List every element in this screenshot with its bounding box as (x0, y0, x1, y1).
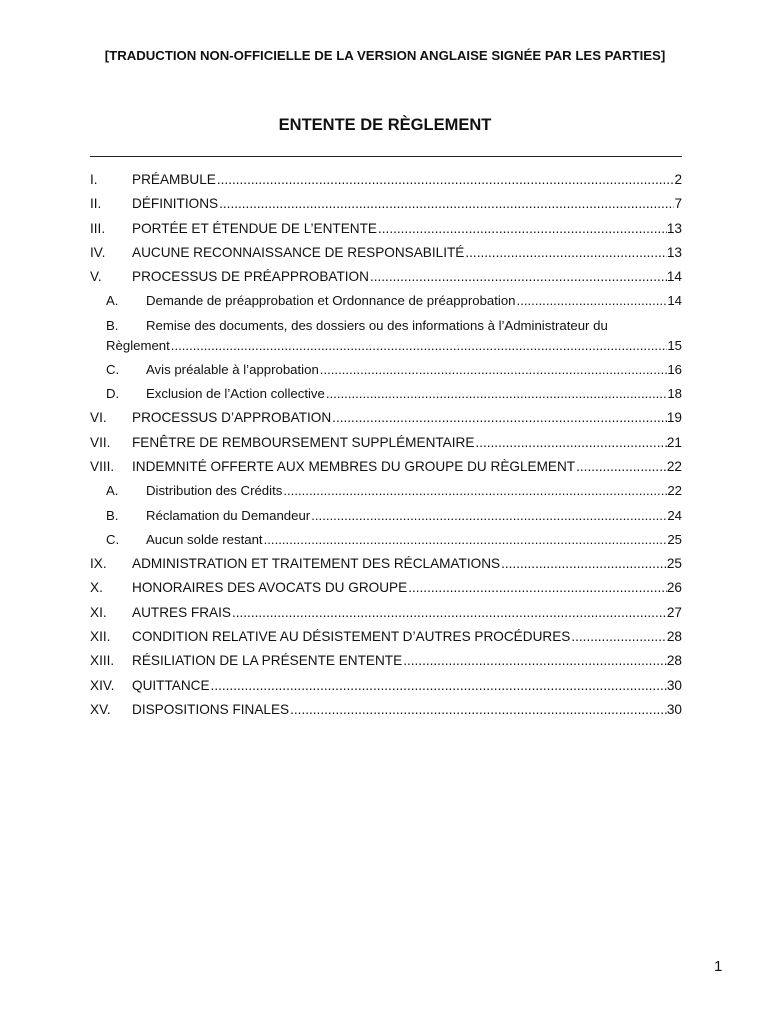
toc-number: C. (106, 361, 120, 377)
toc-number: XIV. (90, 677, 115, 693)
toc-text: CONDITION RELATIVE AU DÉSISTEMENT D’AUTRES PROCÉDURES (132, 629, 571, 645)
toc-page: 15 (667, 337, 682, 353)
toc-entry (90, 580, 682, 604)
toc-number: A. (106, 483, 119, 499)
toc-entry (90, 629, 682, 653)
toc-page: 13 (666, 220, 682, 236)
toc-entry (90, 653, 682, 677)
toc-text: INDEMNITÉ OFFERTE AUX MEMBRES DU GROUPE DU RÈGLEMENT (132, 458, 576, 474)
toc-page: 19 (666, 410, 682, 426)
toc-entry (90, 410, 682, 434)
toc-text: PORTÉE ET ÉTENDUE DE L’ENTENTE (132, 220, 377, 236)
toc-text: PROCESSUS D’APPROBATION (132, 410, 332, 426)
page-number: 1 (714, 958, 723, 975)
toc-number: X. (90, 580, 103, 596)
toc-leader (216, 172, 675, 187)
toc-page: 18 (667, 386, 682, 402)
toc-page: 7 (674, 196, 682, 212)
toc-text: ADMINISTRATION ET TRAITEMENT DES RÉCLAMATIONS (132, 556, 501, 572)
title-divider (90, 156, 682, 157)
toc-leader (500, 556, 667, 571)
toc-leader (289, 702, 667, 717)
toc-text: Aucun solde restant (146, 531, 263, 547)
toc-entry (90, 435, 682, 459)
toc-number: B. (106, 507, 119, 523)
toc-text: PROCESSUS DE PRÉAPPROBATION (132, 269, 369, 285)
toc-page: 21 (666, 434, 682, 450)
toc-number: III. (90, 220, 106, 236)
toc-leader (474, 435, 666, 450)
toc-leader (570, 629, 667, 644)
toc-page: 26 (666, 580, 682, 596)
toc-number: V. (90, 269, 102, 285)
toc-entry (90, 245, 682, 269)
toc-text: Exclusion de l’Action collective (146, 386, 325, 402)
toc-leader (319, 362, 668, 377)
toc-page: 28 (666, 653, 682, 669)
toc-page: 22 (666, 458, 682, 474)
toc-entry (90, 172, 682, 196)
toc-entry (90, 556, 682, 580)
toc-text: DISPOSITIONS FINALES (132, 701, 290, 717)
toc-number: XII. (90, 629, 111, 645)
toc-entry (90, 221, 682, 245)
toc-number: IV. (90, 244, 106, 260)
toc-text: Demande de préapprobation et Ordonnance de préapprobation (146, 293, 516, 309)
toc-text: Réclamation du Demandeur (146, 507, 311, 523)
toc-text: DÉFINITIONS (132, 196, 219, 212)
toc-number: XIII. (90, 653, 115, 669)
toc-page: 14 (666, 269, 682, 285)
toc-page: 27 (666, 604, 682, 620)
toc-text: AUCUNE RECONNAISSANCE DE RESPONSABILITÉ (132, 244, 465, 260)
toc-page: 25 (667, 531, 682, 547)
toc-page: 30 (666, 701, 682, 717)
toc-leader (516, 293, 668, 308)
toc-leader (325, 386, 667, 401)
toc-number: VII. (90, 434, 111, 450)
toc-leader (402, 653, 667, 668)
toc-text: Remise des documents, des dossiers ou des informations à l’Administrateur du (146, 317, 608, 333)
toc-text-continued: Règlement (106, 337, 170, 353)
toc-entry (90, 605, 682, 629)
toc-number: A. (106, 293, 119, 309)
toc-subentry (90, 508, 682, 532)
toc-number: VI. (90, 410, 107, 426)
toc-number: XV. (90, 701, 111, 717)
toc-page: 28 (666, 629, 682, 645)
toc-number: C. (106, 531, 120, 547)
toc-entry (90, 196, 682, 220)
toc-text: RÉSILIATION DE LA PRÉSENTE ENTENTE (132, 653, 403, 669)
toc-number: II. (90, 196, 102, 212)
toc-text: Avis préalable à l’approbation (146, 361, 319, 377)
toc-text: HONORAIRES DES AVOCATS DU GROUPE (132, 580, 408, 596)
toc-leader (263, 532, 668, 547)
toc-subentry (90, 483, 682, 507)
toc-leader (407, 580, 667, 595)
toc-page: 13 (666, 244, 682, 260)
toc-text: QUITTANCE (132, 677, 210, 693)
table-of-contents (90, 172, 682, 726)
toc-entry (90, 269, 682, 293)
toc-text: PRÉAMBULE (132, 172, 216, 187)
toc-subentry (90, 318, 682, 362)
toc-subentry (90, 362, 682, 386)
toc-leader (464, 245, 667, 260)
toc-number: VIII. (90, 458, 115, 474)
toc-entry (90, 702, 682, 726)
toc-text: Distribution des Crédits (146, 483, 283, 499)
toc-number: I. (90, 172, 98, 187)
toc-leader (210, 678, 667, 693)
toc-page: 24 (667, 507, 682, 523)
toc-leader (575, 459, 667, 474)
toc-page: 16 (667, 361, 682, 377)
toc-leader (282, 483, 667, 498)
toc-number: D. (106, 386, 120, 402)
toc-text: FENÊTRE DE REMBOURSEMENT SUPPLÉMENTAIRE (132, 434, 475, 450)
document-title: ENTENTE DE RÈGLEMENT (278, 116, 492, 134)
toc-number: XI. (90, 604, 107, 620)
translation-notice: [TRADUCTION NON-OFFICIELLE DE LA VERSION ANGLAISE SIGNÉE PAR LES PARTIES] (104, 48, 666, 63)
toc-number: IX. (90, 556, 107, 572)
toc-entry (90, 459, 682, 483)
toc-leader (170, 338, 668, 353)
toc-leader (231, 605, 667, 620)
toc-entry (90, 678, 682, 702)
toc-subentry (90, 532, 682, 556)
toc-page: 2 (674, 172, 682, 187)
toc-leader (310, 508, 667, 523)
toc-leader (331, 410, 667, 425)
toc-leader (218, 196, 674, 211)
toc-subentry (90, 386, 682, 410)
toc-leader (377, 221, 667, 236)
toc-page: 14 (667, 293, 682, 309)
toc-page: 25 (666, 556, 682, 572)
toc-page: 30 (666, 677, 682, 693)
toc-number: B. (106, 317, 119, 333)
toc-leader (369, 269, 667, 284)
toc-page: 22 (667, 483, 682, 499)
toc-subentry (90, 293, 682, 317)
toc-text: AUTRES FRAIS (132, 604, 231, 620)
